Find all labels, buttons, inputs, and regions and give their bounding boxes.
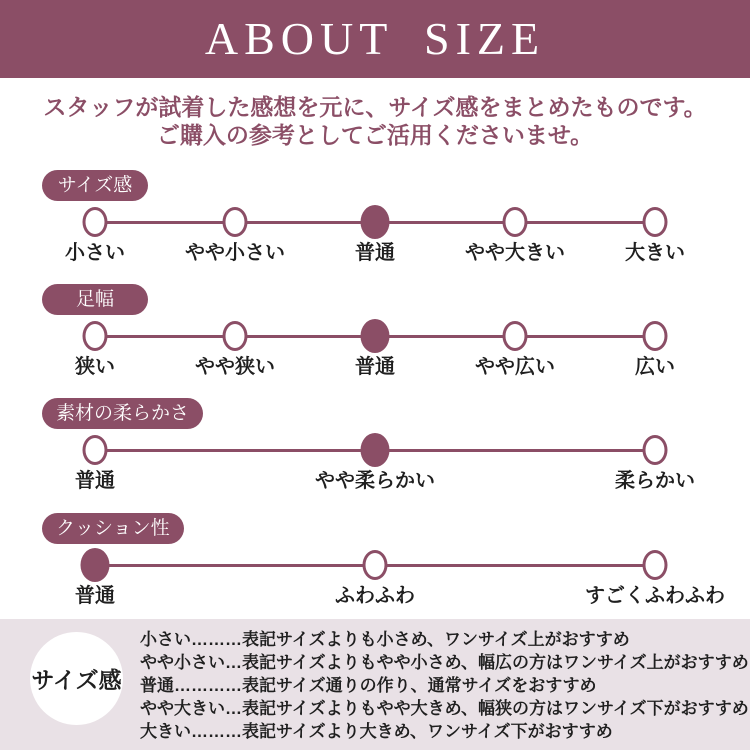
legend-line: 小さい………表記サイズよりも小さめ、ワンサイズ上がおすすめ <box>140 630 630 649</box>
scale-option-label: やや広い <box>475 356 555 378</box>
scale-option-label: 狭い <box>75 356 115 378</box>
scale-row-foot-width <box>0 284 750 394</box>
scale-option-label: やや柔らかい <box>315 470 435 492</box>
scale-option-label: ふわふわ <box>335 585 415 607</box>
page-title: ABOUT SIZE <box>204 13 546 64</box>
legend-line: 普通…………表記サイズ通りの作り、通常サイズをおすすめ <box>140 676 597 695</box>
legend-title: サイズ感 <box>31 667 122 693</box>
legend-line: 大きい………表記サイズより大きめ、ワンサイズ下がおすすめ <box>140 722 613 741</box>
scale-option-label: 柔らかい <box>615 470 695 492</box>
rating-dot-icon <box>643 207 668 237</box>
intro-text <box>0 93 750 149</box>
legend-box <box>0 619 750 750</box>
rating-dot-icon <box>643 435 668 465</box>
scale-badge: サイズ感 <box>42 170 148 201</box>
rating-dot-icon <box>643 550 668 580</box>
scale-option-label: すごくふわふわ <box>585 585 725 607</box>
scale-row-size-feel <box>0 170 750 280</box>
rating-dot-icon <box>223 321 248 351</box>
rating-dot-icon <box>83 207 108 237</box>
intro-line-2: ご購入の参考としてご活用くださいませ。 <box>156 122 594 148</box>
rating-dot-icon <box>361 433 390 467</box>
legend-circle <box>30 632 123 725</box>
scale-option-label: やや小さい <box>185 242 285 264</box>
rating-dot-icon <box>503 321 528 351</box>
scale-badge: 足幅 <box>42 284 148 315</box>
scale-option-label: 普通 <box>355 356 395 378</box>
scale-badge: 素材の柔らかさ <box>42 398 203 429</box>
rating-dot-icon <box>363 550 388 580</box>
scale-row-material-softness <box>0 398 750 508</box>
scale-option-label: 普通 <box>75 585 115 607</box>
rating-dot-icon <box>361 205 390 239</box>
legend-lines <box>140 628 750 743</box>
rating-dot-icon <box>83 435 108 465</box>
scale-option-label: 普通 <box>355 242 395 264</box>
rating-dot-icon <box>83 321 108 351</box>
legend-line: やや大きい…表記サイズよりもやや大きめ、幅狭の方はワンサイズ下がおすすめ <box>140 699 749 718</box>
rating-dot-icon <box>503 207 528 237</box>
header-banner <box>0 0 750 78</box>
scale-option-label: 広い <box>635 356 675 378</box>
scale-option-label: やや大きい <box>465 242 565 264</box>
legend-line: やや小さい…表記サイズよりもやや小さめ、幅広の方はワンサイズ上がおすすめ <box>140 653 749 672</box>
scale-option-label: 小さい <box>65 242 125 264</box>
rating-dot-icon <box>223 207 248 237</box>
scale-option-label: やや狭い <box>195 356 275 378</box>
scale-option-label: 普通 <box>75 470 115 492</box>
scale-row-cushioning <box>0 513 750 623</box>
rating-dot-icon <box>643 321 668 351</box>
scale-option-label: 大きい <box>625 242 685 264</box>
rating-dot-icon <box>81 548 110 582</box>
scale-badge: クッション性 <box>42 513 184 544</box>
intro-line-1: スタッフが試着した感想を元に、サイズ感をまとめたものです。 <box>43 94 707 120</box>
rating-dot-icon <box>361 319 390 353</box>
